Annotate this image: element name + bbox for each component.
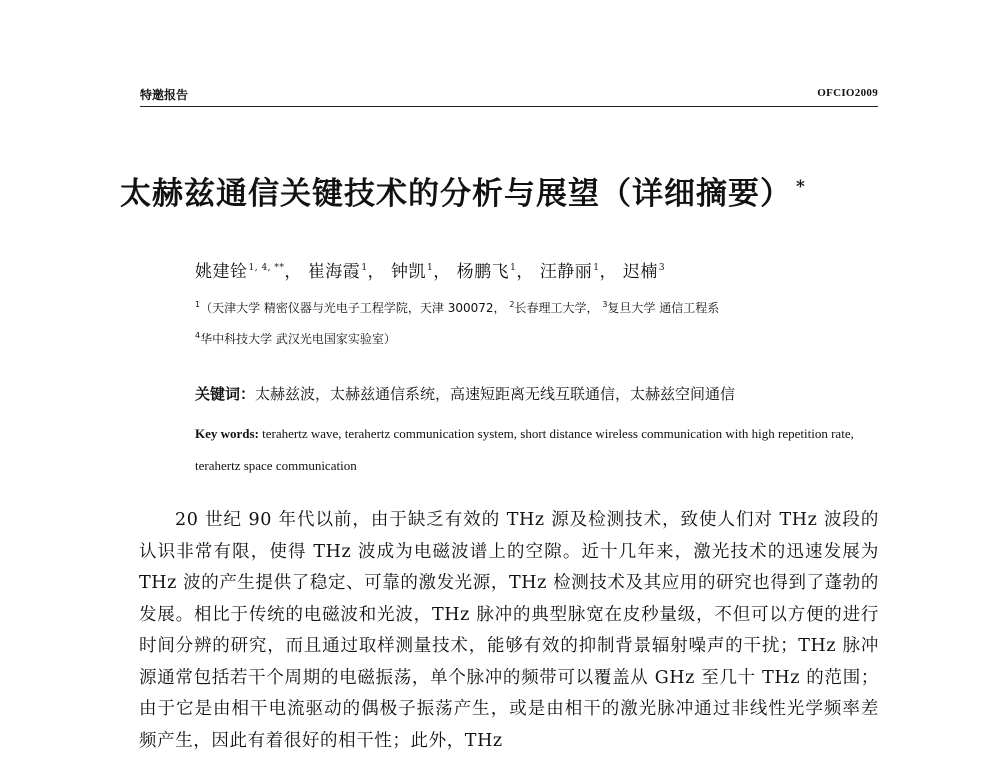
header-conference-label: OFCIO2009 [817, 87, 878, 99]
author-separator: ， [516, 262, 534, 282]
affiliation-text: 复旦大学 通信工程系 [607, 301, 720, 315]
author-name: 汪静丽 [539, 262, 593, 282]
author-affiliation-mark: 1 [593, 263, 600, 274]
author-affiliation-mark: 1 [361, 263, 368, 274]
keywords-english [195, 418, 865, 482]
affiliation-mark: 4 [195, 331, 201, 340]
author-separator: ， [599, 262, 617, 282]
affiliation-text: 长春理工大学， [514, 301, 599, 315]
author-name: 杨鹏飞 [456, 262, 510, 282]
title-footnote-mark: * [796, 177, 806, 197]
author-name: 崔海霞 [307, 262, 361, 282]
affiliation-line-1 [195, 299, 719, 316]
body-paragraph: 20 世纪 90 年代以前，由于缺乏有效的 THz 源及检测技术，致使人们对 THz 波段的认识非常有限，使得 THz 波成为电磁波谱上的空隙。近十几年来，激光技术的迅速发展为 THz 波的产生提供了稳定、可靠的激发光源，THz 检测技术及其应用的研究也得到了蓬勃的发展。相比于传统的电磁波和光波，THz 脉冲的典型脉宽在皮秒量级，不但可以方便的进行时间分辨的研究，而且通过取样测量技术，能够有效的抑制背景辐射噪声的干扰；THz 脉冲源通常包括若干个周期的电磁振荡，单个脉冲的频带可以覆盖从 GHz 至几十 THz 的范围；由于它是由相干电流驱动的偶极子振荡产生，或是由相干的激光脉冲通过非线性光学频率差频产生，因此有着很好的相干性；此外，THz [139, 510, 879, 751]
author-affiliation-mark: 1, 4, ** [248, 263, 285, 274]
keywords-chinese [195, 383, 735, 404]
author-affiliation-mark: 3 [658, 263, 666, 274]
author-affiliation-mark: 1 [426, 263, 434, 274]
author-affiliation-mark: 1 [510, 263, 517, 274]
keywords-chinese-label: 关键词： [195, 385, 256, 403]
author-name: 姚建铨 [195, 262, 248, 282]
paper-title [120, 168, 940, 213]
keywords-chinese-text: 太赫兹波，太赫兹通信系统，高速短距离无线互联通信，太赫兹空间通信 [255, 385, 736, 403]
header-section-label: 特邀报告 [140, 88, 189, 102]
affiliation-mark: 1 [195, 300, 201, 309]
affiliation-text: （天津大学 精密仪器与光电子工程学院，天津 300072， [200, 301, 506, 315]
author-name: 迟楠 [622, 262, 658, 282]
author-separator: ， [284, 262, 302, 282]
keywords-english-text: terahertz wave, terahertz communication system, short distance wireless communication with high repetition rate, terahertz space communication [195, 426, 854, 473]
author-separator: ， [367, 262, 386, 282]
affiliation-mark: 2 [509, 300, 515, 309]
affiliation-line-2 [195, 330, 396, 347]
affiliation-mark: 3 [602, 300, 608, 309]
author-name: 钟凯 [390, 262, 426, 282]
running-header [140, 86, 878, 107]
author-separator: ， [433, 262, 451, 282]
affiliation-text: 华中科技大学 武汉光电国家实验室） [200, 332, 396, 346]
author-list [195, 257, 665, 282]
keywords-english-label: Key words: [195, 426, 259, 441]
paper-title-text: 太赫兹通信关键技术的分析与展望（详细摘要） [120, 176, 792, 212]
